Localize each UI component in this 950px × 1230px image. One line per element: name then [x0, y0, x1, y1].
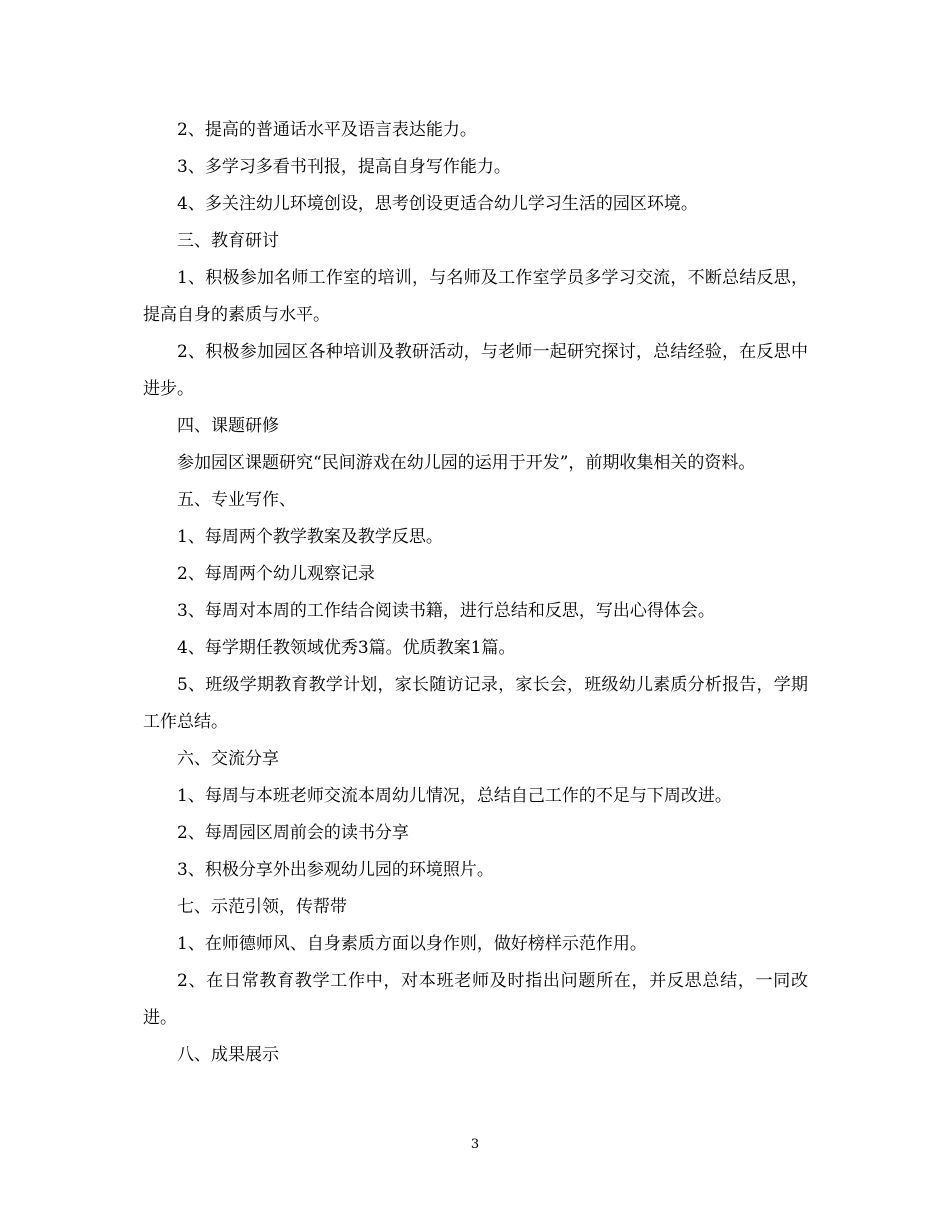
paragraph: 2、在日常教育教学工作中，对本班老师及时指出问题所在，并反思总结，一同改进。 — [143, 971, 808, 1028]
paragraph: 1、每周与本班老师交流本周幼儿情况，总结自己工作的不足与下周改进。 — [177, 786, 732, 806]
paragraph: 2、积极参加园区各种培训及教研活动，与老师一起研究探讨，总结经验，在反思中进步。 — [143, 342, 808, 399]
paragraph: 5、班级学期教育教学计划，家长随访记录，家长会，班级幼儿素质分析报告，学期工作总结。 — [143, 675, 808, 732]
section-heading: 四、课题研修 — [177, 416, 279, 436]
paragraph: 1、在师德师风、自身素质方面以身作则，做好榜样示范作用。 — [177, 934, 647, 954]
paragraph: 4、多关注幼儿环境创设，思考创设更适合幼儿学习生活的园区环境。 — [177, 194, 698, 214]
paragraph: 2、提高的普通话水平及语言表达能力。 — [177, 120, 477, 140]
section-heading: 三、教育研讨 — [177, 231, 279, 251]
section-heading: 六、交流分享 — [177, 749, 279, 769]
paragraph: 参加园区课题研究“民间游戏在幼儿园的运用于开发”，前期收集相关的资料。 — [177, 453, 756, 473]
paragraph: 1、积极参加名师工作室的培训，与名师及工作室学员多学习交流，不断总结反思，提高自身的素质与水平。 — [143, 268, 808, 325]
document-body — [143, 112, 808, 1074]
page-number: 3 — [470, 1137, 480, 1152]
paragraph: 2、每周园区周前会的读书分享 — [177, 823, 409, 843]
paragraph: 3、多学习多看书刊报，提高自身写作能力。 — [177, 157, 511, 177]
section-heading: 七、示范引领，传帮带 — [177, 897, 347, 917]
paragraph: 3、每周对本周的工作结合阅读书籍，进行总结和反思，写出心得体会。 — [177, 601, 715, 621]
section-heading: 八、成果展示 — [177, 1045, 279, 1065]
paragraph: 2、每周两个幼儿观察记录 — [177, 564, 375, 584]
section-heading: 五、专业写作、 — [177, 490, 296, 510]
paragraph: 4、每学期任教领域优秀3篇。优质教案1篇。 — [177, 638, 516, 658]
paragraph: 1、每周两个教学教案及教学反思。 — [177, 527, 443, 547]
paragraph: 3、积极分享外出参观幼儿园的环境照片。 — [177, 860, 494, 880]
